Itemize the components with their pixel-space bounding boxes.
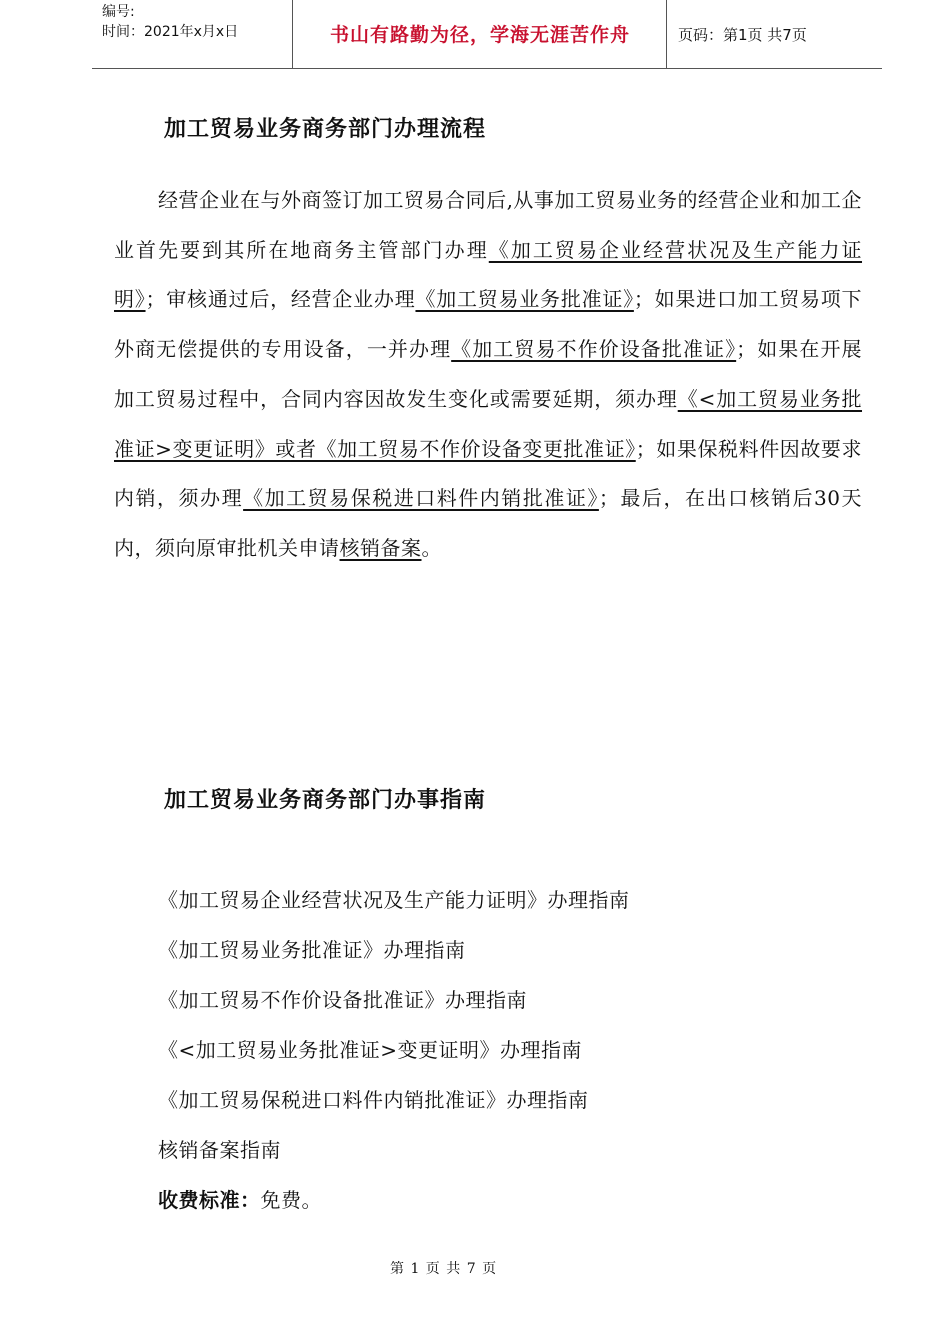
section-title-process: 加工贸易业务商务部门办理流程 (164, 116, 487, 142)
header-page-info: 页码：第1页 共7页 (678, 26, 807, 44)
fee-value: 免费。 (260, 1188, 322, 1212)
process-paragraph (114, 176, 862, 574)
guide-item[interactable]: 《加工贸易企业经营状况及生产能力证明》办理指南 (158, 888, 630, 912)
guide-item[interactable]: 核销备案指南 (158, 1138, 281, 1162)
link-business-approval[interactable]: 《加工贸易业务批准证》 (415, 287, 634, 312)
guide-item[interactable]: 《加工贸易不作价设备批准证》办理指南 (158, 988, 527, 1012)
link-verification-filing[interactable]: 核销备案 (339, 535, 422, 560)
fee-standard (158, 1184, 322, 1213)
link-production-capacity-proof[interactable]: 《加工贸易企业经营状况及生产能力证明》 (114, 237, 863, 312)
doc-number-label: 编号: (102, 4, 135, 20)
paragraph-text: ；如果保税料件因故要求内销，须办理 (114, 436, 862, 511)
paragraph-text: ；如果在开展加工贸易过程中，合同内容因故发生变化或需要延期，须办理 (114, 337, 863, 411)
paragraph-text: 。 (421, 535, 442, 560)
header-meta (102, 2, 238, 42)
guide-item[interactable]: 《加工贸易保税进口料件内销批准证》办理指南 (158, 1088, 589, 1112)
guide-item[interactable]: 《<加工贸易业务批准证>变更证明》办理指南 (158, 1038, 583, 1062)
guide-item[interactable]: 《加工贸易业务批准证》办理指南 (158, 938, 466, 962)
paragraph-text: 经营企业在与外商签订加工贸易合同后,从事加工贸易业务的经营企业和加工企业首先要到其所在地商务主管部门办理 (114, 188, 862, 262)
header-divider (292, 0, 293, 68)
link-domestic-sale-approval[interactable]: 《加工贸易保税进口料件内销批准证》 (243, 486, 599, 511)
fee-label: 收费标准： (158, 1188, 261, 1212)
header-divider (666, 0, 667, 68)
link-equipment-approval[interactable]: 《加工贸易不作价设备批准证》 (451, 337, 737, 362)
paragraph-text: ；如果进口加工贸易项下外商无偿提供的专用设备，一并办理 (114, 287, 863, 362)
page-footer: 第 1 页 共 7 页 (390, 1261, 498, 1277)
page-header (92, 0, 882, 69)
section-title-guide: 加工贸易业务商务部门办事指南 (164, 787, 487, 813)
paragraph-text: ；最后，在出口核销后30天内，须向原审批机关申请 (114, 486, 863, 560)
doc-time-label: 时间：2021年x月x日 (102, 24, 239, 40)
header-motto: 书山有路勤为径，学海无涯苦作舟 (329, 24, 630, 46)
link-change-certificates[interactable]: 《<加工贸易业务批准证>变更证明》或者《加工贸易不作价设备变更批准证》 (114, 386, 863, 461)
paragraph-text: ；审核通过后，经营企业办理 (145, 287, 416, 312)
